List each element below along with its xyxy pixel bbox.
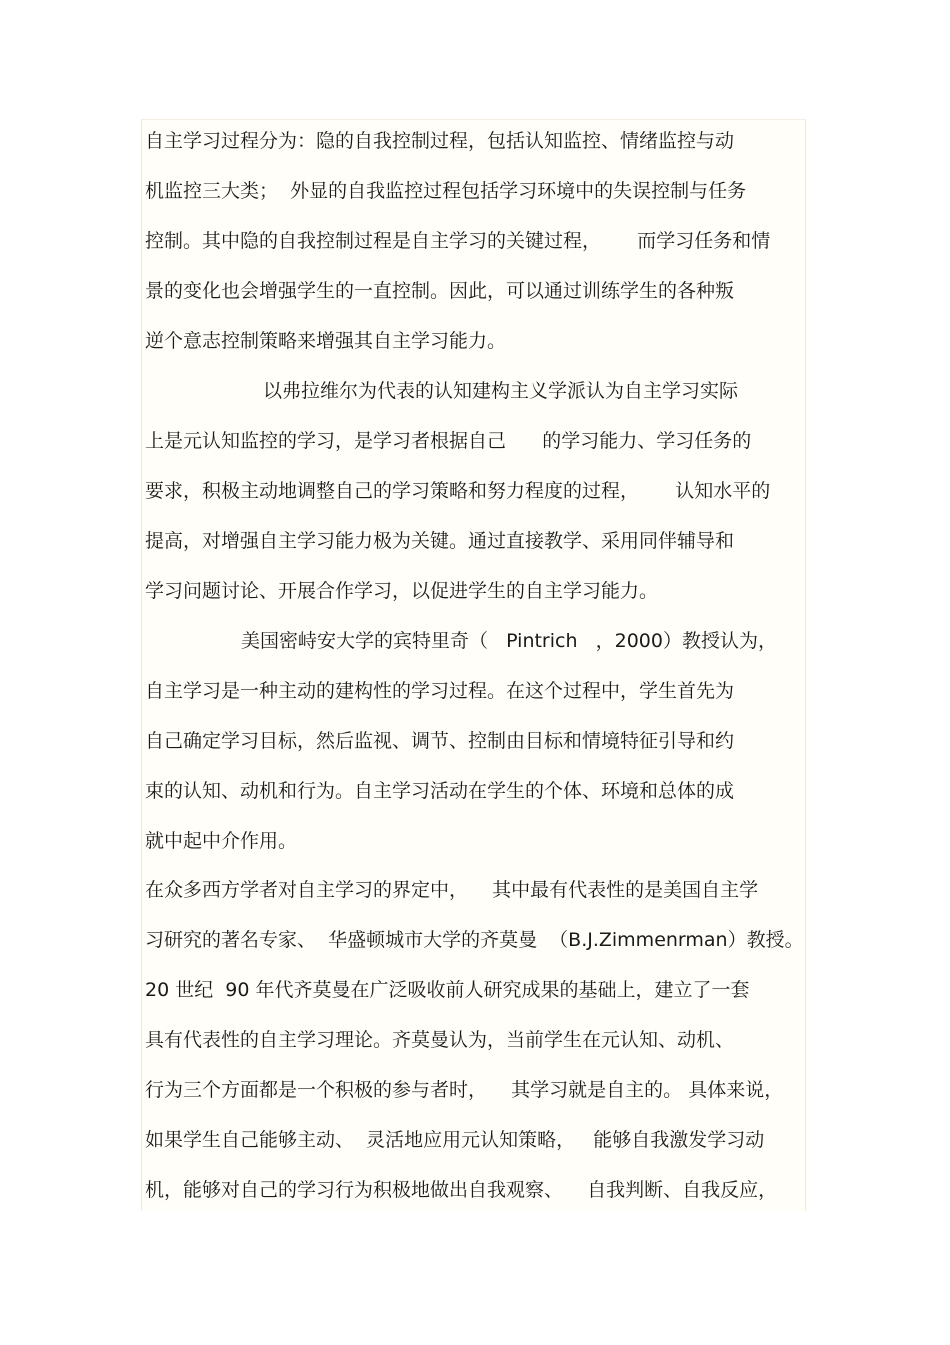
text-line: 束的认知、动机和行为。自主学习活动在学生的个体、环境和总体的成 xyxy=(145,780,735,802)
text-line: 如果学生自己能够主动、 灵活地应用元认知策略， 能够自我激发学习动 xyxy=(145,1129,765,1151)
text-line: 学习问题讨论、开展合作学习，以促进学生的自主学习能力。 xyxy=(145,580,659,602)
text-line: 提高，对增强自主学习能力极为关键。通过直接教学、采用同伴辅导和 xyxy=(145,530,735,552)
text-line: 自主学习过程分为：隐的自我控制过程，包括认知监控、情绪监控与动 xyxy=(145,130,735,152)
text-line: 行为三个方面都是一个积极的参与者时， 其学习就是自主的。 具体来说， xyxy=(145,1079,784,1101)
text-line: 具有代表性的自主学习理论。齐莫曼认为，当前学生在元认知、动机、 xyxy=(145,1029,735,1051)
text-line: 自主学习是一种主动的建构性的学习过程。在这个过程中，学生首先为 xyxy=(145,680,735,702)
text-line: 上是元认知监控的学习，是学习者根据自己 的学习能力、学习任务的 xyxy=(145,430,752,452)
text-line: 20 世纪 90 年代齐莫曼在广泛吸收前人研究成果的基础上，建立了一套 xyxy=(145,979,750,1001)
text-line: 自己确定学习目标，然后监视、调节、控制由目标和情境特征引导和约 xyxy=(145,730,735,752)
text-line: 机监控三大类； 外显的自我监控过程包括学习环境中的失误控制与任务 xyxy=(145,180,747,202)
paragraph-first-line: 美国密峙安大学的宾特里奇（ Pintrich ，2000）教授认为， xyxy=(241,630,777,652)
text-line: 习研究的著名专家、 华盛顿城市大学的齐莫曼 （B.J.Zimmenrman）教授。 xyxy=(145,929,804,951)
text-line: 逆个意志控制策略来增强其自主学习能力。 xyxy=(145,330,507,352)
text-line: 在众多西方学者对自主学习的界定中， 其中最有代表性的是美国自主学 xyxy=(145,879,759,901)
text-line: 要求，积极主动地调整自己的学习策略和努力程度的过程， 认知水平的 xyxy=(145,480,771,502)
text-line: 控制。其中隐的自我控制过程是自主学习的关键过程， 而学习任务和情 xyxy=(145,230,771,252)
text-line: 机，能够对自己的学习行为积极地做出自我观察、 自我判断、自我反应， xyxy=(145,1179,778,1201)
text-line: 就中起中介作用。 xyxy=(145,830,298,852)
text-line: 景的变化也会增强学生的一直控制。因此，可以通过训练学生的各种叛 xyxy=(145,280,735,302)
paragraph-first-line: 以弗拉维尔为代表的认知建构主义学派认为自主学习实际 xyxy=(263,380,739,402)
